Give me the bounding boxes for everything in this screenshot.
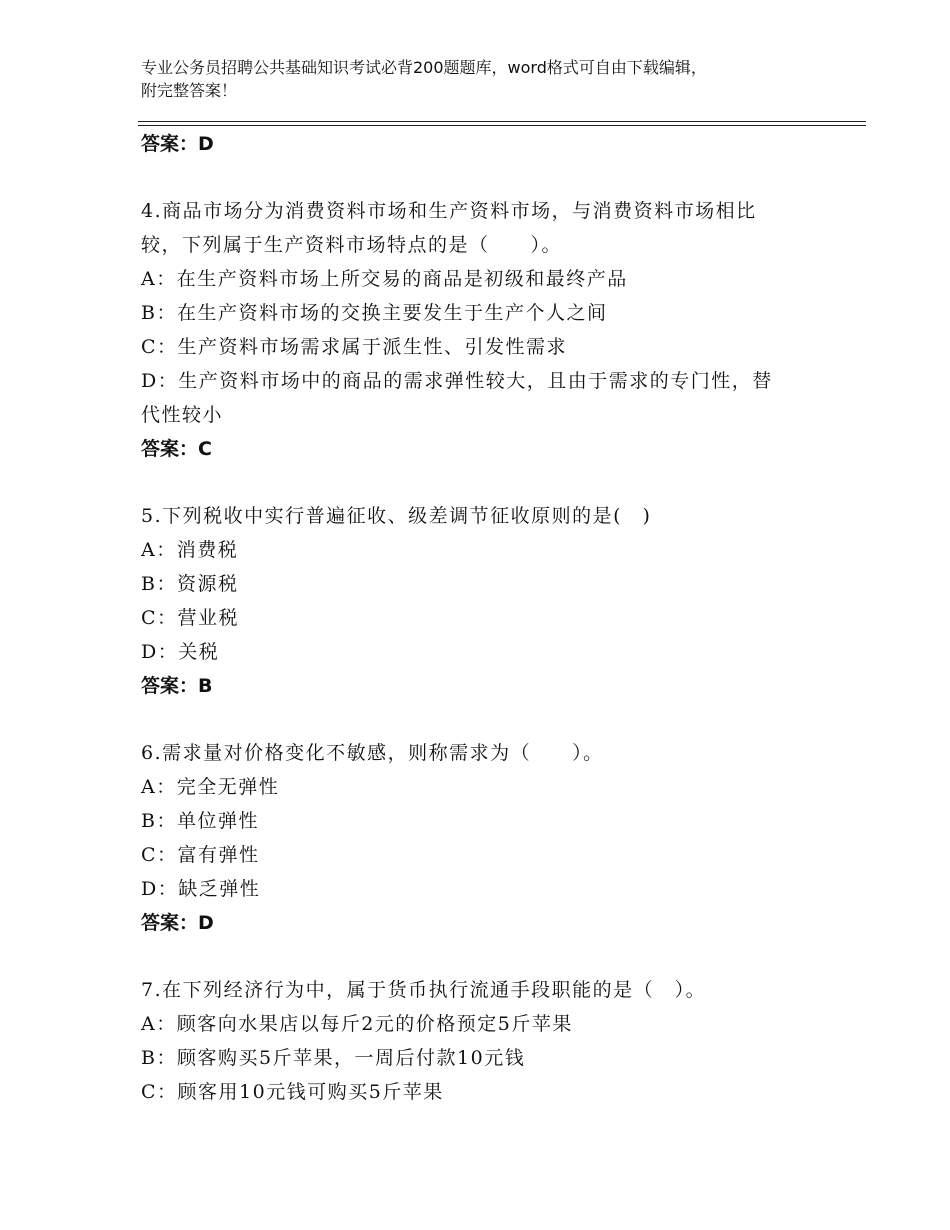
option-b: B：顾客购买5斤苹果，一周后付款10元钱 <box>141 1047 526 1069</box>
header-divider-top <box>138 121 866 122</box>
option-b: B：资源税 <box>141 573 239 595</box>
answer-line: 答案：C <box>141 438 212 460</box>
option-c: C：营业税 <box>141 607 240 629</box>
option-a: A：消费税 <box>141 539 239 561</box>
question-text: 5.下列税收中实行普遍征收、级差调节征收原则的是( ) <box>141 505 652 527</box>
answer-line: 答案：D <box>141 133 214 155</box>
question-block <box>141 973 821 1109</box>
header-line-2: 附完整答案！ <box>141 81 238 100</box>
question-text: 较，下列属于生产资料市场特点的是（ ）。 <box>141 234 563 256</box>
option-a: A：在生产资料市场上所交易的商品是初级和最终产品 <box>141 268 628 290</box>
question-block <box>141 194 821 466</box>
answer-line: 答案：B <box>141 675 213 697</box>
option-d: D：生产资料市场中的商品的需求弹性较大，且由于需求的专门性，替 <box>141 370 773 392</box>
option-a: A：顾客向水果店以每斤2元的价格预定5斤苹果 <box>141 1013 573 1035</box>
question-text: 4.商品市场分为消费资料市场和生产资料市场，与消费资料市场相比 <box>141 200 757 222</box>
option-d: D：缺乏弹性 <box>141 878 261 900</box>
answer-line: 答案：D <box>141 912 214 934</box>
question-block <box>141 499 821 703</box>
question-list <box>141 127 821 1109</box>
question-text: 7.在下列经济行为中，属于货币执行流通手段职能的是（ ）。 <box>141 979 707 1001</box>
option-d: D：关税 <box>141 641 220 663</box>
option-d-continued: 代性较小 <box>141 404 224 426</box>
option-b: B：单位弹性 <box>141 810 259 832</box>
option-c: C：生产资料市场需求属于派生性、引发性需求 <box>141 336 568 358</box>
question-block <box>141 736 821 940</box>
option-b: B：在生产资料市场的交换主要发生于生产个人之间 <box>141 302 608 324</box>
option-a: A：完全无弹性 <box>141 776 280 798</box>
question-text: 6.需求量对价格变化不敏感，则称需求为（ ）。 <box>141 742 604 764</box>
option-c: C：顾客用10元钱可购买5斤苹果 <box>141 1081 444 1103</box>
header-line-1: 专业公务员招聘公共基础知识考试必背200题题库，word格式可自由下载编辑， <box>141 58 707 77</box>
option-c: C：富有弹性 <box>141 844 260 866</box>
header-divider-bottom <box>138 125 866 126</box>
page-header <box>141 56 841 102</box>
